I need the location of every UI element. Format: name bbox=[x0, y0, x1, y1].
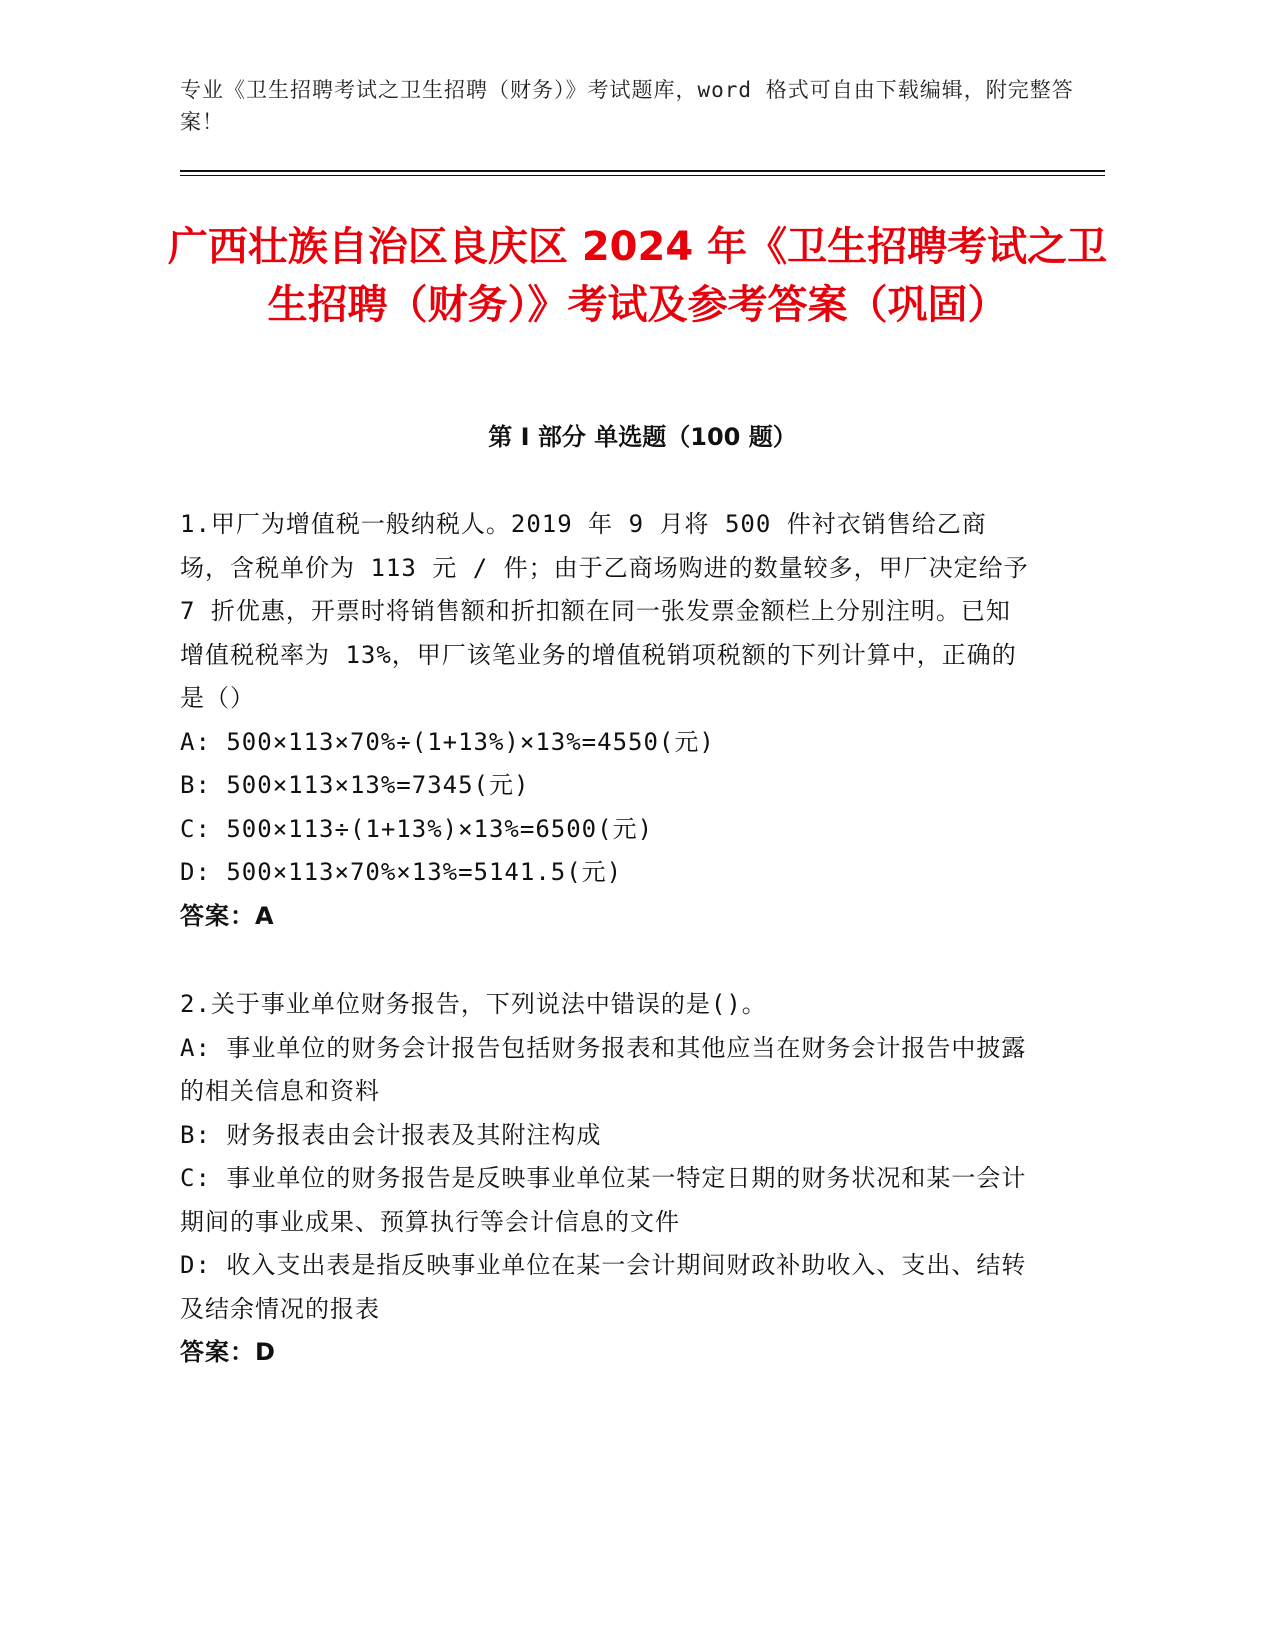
section-heading: 第 I 部分 单选题（100 题） bbox=[488, 423, 797, 451]
question-1 bbox=[180, 503, 1030, 938]
question-2 bbox=[180, 983, 1030, 1375]
option-d: D: 收入支出表是指反映事业单位在某一会计期间财政补助收入、支出、结转及结余情况的报表 bbox=[180, 1251, 1027, 1323]
option-a: A: 500×113×70%÷(1+13%)×13%=4550(元) bbox=[180, 727, 715, 756]
option-b: B: 500×113×13%=7345(元) bbox=[180, 771, 530, 799]
header-divider-thick bbox=[180, 170, 1105, 172]
option-a: A: 事业单位的财务会计报告包括财务报表和其他应当在财务会计报告中披露的相关信息和资料 bbox=[180, 1033, 1027, 1105]
question-stem: 1.甲厂为增值税一般纳税人。2019 年 9 月将 500 件衬衣销售给乙商场，含税单价为 113 元 / 件；由于乙商场购进的数量较多，甲厂决定给予 7 折优惠，开票时将销售额和折扣额在同一张发票金额栏上分别注明。已知增值税税率为 13%，甲厂该笔业务的增值税销项税额的下列计算中，正确的是（） bbox=[180, 510, 1029, 712]
option-c: C: 500×113÷(1+13%)×13%=6500(元) bbox=[180, 814, 654, 843]
header-divider-thin bbox=[180, 175, 1105, 176]
answer: 答案：D bbox=[180, 1338, 276, 1366]
option-b: B: 财务报表由会计报表及其附注构成 bbox=[180, 1120, 602, 1149]
document-title: 广西壮族自治区良庆区 2024 年《卫生招聘考试之卫生招聘（财务）》考试及参考答案（巩固） bbox=[167, 224, 1108, 328]
option-c: C: 事业单位的财务报告是反映事业单位某一特定日期的财务状况和某一会计期间的事业成果、预算执行等会计信息的文件 bbox=[180, 1164, 1027, 1236]
answer: 答案：A bbox=[180, 901, 275, 930]
question-stem: 2.关于事业单位财务报告，下列说法中错误的是()。 bbox=[180, 990, 767, 1018]
option-d: D: 500×113×70%×13%=5141.5(元) bbox=[180, 858, 623, 886]
header-note: 专业《卫生招聘考试之卫生招聘（财务）》考试题库，word 格式可自由下载编辑，附完整答案！ bbox=[180, 78, 1074, 134]
